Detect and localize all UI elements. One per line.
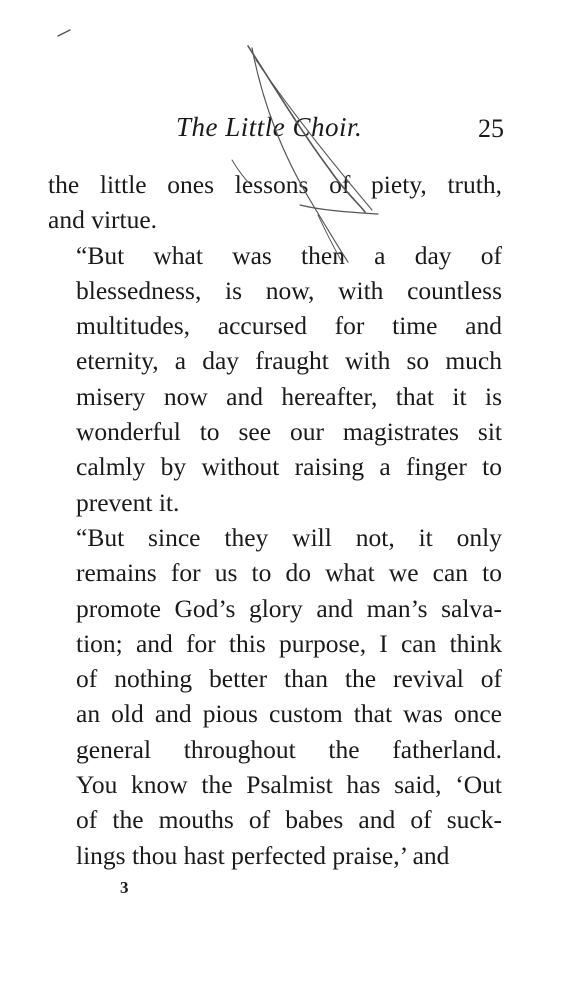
text-line: an old and pious custom that was once (76, 699, 502, 729)
text-line: of the mouths of babes and of suck- (76, 805, 502, 835)
text-line: lings thou hast perfected praise,’ and (76, 840, 450, 870)
text-line: remains for us to do what we can to (76, 558, 502, 588)
text-line: eternity, a day fraught with so much (76, 346, 502, 376)
text-line: promote God’s glory and man’s salva- (76, 593, 502, 623)
running-title: The Little Choir. (176, 112, 363, 142)
text-line: You know the Psalmist has said, ‘Out (76, 770, 502, 800)
text-line: blessedness, is now, with countless (76, 275, 502, 305)
text-line: misery now and hereafter, that it is (76, 381, 502, 411)
page-number: 25 (478, 114, 504, 143)
paragraph (48, 238, 502, 520)
body-text (48, 167, 502, 873)
text-line: prevent it. (76, 487, 180, 517)
text-line: the little ones lessons of piety, truth, (48, 170, 502, 199)
text-line: “But what was then a day of (76, 240, 502, 270)
paragraph (48, 167, 502, 238)
text-line: of nothing better than the revival of (76, 664, 502, 694)
text-line: calmly by without raising a finger to (76, 452, 502, 482)
text-line: multitudes, accursed for time and (76, 311, 502, 341)
text-line: tion; and for this purpose, I can think (76, 628, 502, 658)
pencil-stroke (58, 30, 70, 36)
paragraph (48, 520, 502, 873)
text-line: and virtue. (48, 205, 158, 235)
signature-mark: 3 (120, 878, 129, 897)
page-header (48, 112, 504, 148)
text-line: wonderful to see our magistrates sit (76, 417, 502, 447)
text-line: general throughout the fatherland. (76, 734, 502, 764)
text-line: “But since they will not, it only (76, 522, 502, 552)
